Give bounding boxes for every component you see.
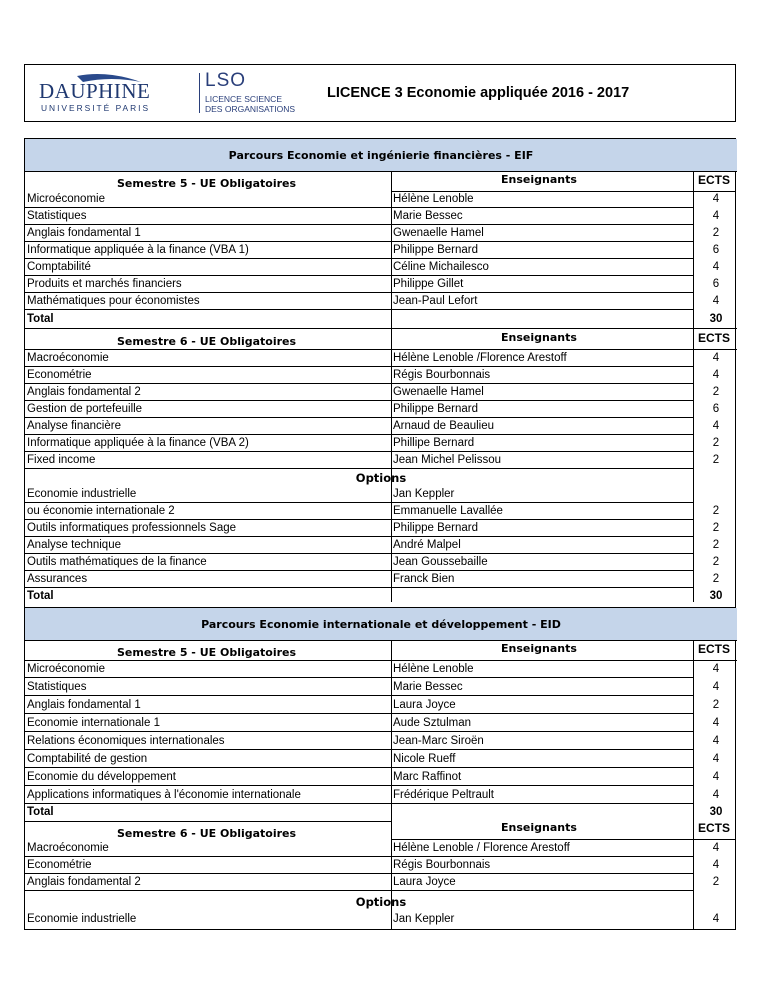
- course-cell: Informatique appliquée à la finance (VBA 2): [25, 435, 391, 452]
- dauphine-sub: UNIVERSITÉ PARIS: [41, 103, 151, 113]
- ects-cell: 2: [712, 454, 720, 466]
- ects-cell: 2: [712, 505, 720, 517]
- course-cell: Microéconomie: [25, 661, 391, 678]
- teacher-cell: Régis Bourbonnais: [391, 367, 693, 384]
- eif-s5-teachers-label: Enseignants: [501, 173, 577, 186]
- course-cell: Economie industrielle: [27, 913, 137, 925]
- teacher-cell: Laura Joyce: [391, 697, 693, 714]
- ects-cell: 4: [712, 771, 720, 783]
- ects-cell: 2: [712, 437, 720, 449]
- course-cell: Economie industrielle: [25, 486, 391, 503]
- eid-s6-teachers-label: Enseignants: [501, 821, 577, 834]
- dauphine-wordmark: DAUPHINE: [39, 79, 151, 103]
- table-row: [25, 874, 737, 891]
- eif-s6-teachers-label: Enseignants: [501, 331, 577, 344]
- teacher-cell: Gwenaelle Hamel: [391, 384, 693, 401]
- lso-line2: DES ORGANISATIONS: [205, 104, 296, 114]
- total-ects: 30: [709, 806, 723, 818]
- teacher-cell: Régis Bourbonnais: [391, 857, 693, 874]
- table-row: [25, 242, 737, 259]
- ects-cell: 4: [712, 295, 720, 307]
- ects-cell: 4: [712, 681, 720, 693]
- course-cell: Econométrie: [25, 857, 391, 874]
- course-cell: Applications informatiques à l'économie internationale: [25, 787, 391, 804]
- table-row: [25, 554, 737, 571]
- table-row: [25, 661, 737, 678]
- table-row: [25, 787, 737, 804]
- table-row: [25, 751, 737, 768]
- ects-cell: 4: [712, 193, 720, 205]
- eif-s5-label: Semestre 5 - UE Obligatoires: [117, 177, 297, 190]
- teacher-cell: Aude Sztulman: [391, 715, 693, 732]
- course-cell: Fixed income: [25, 452, 391, 469]
- eif-section-title: Parcours Economie et ingénierie financières - EIF: [25, 139, 737, 172]
- course-cell: Outils mathématiques de la finance: [25, 554, 391, 571]
- ects-cell: 4: [712, 913, 720, 925]
- ects-cell: 6: [712, 244, 720, 256]
- course-cell: Anglais fondamental 2: [25, 384, 391, 401]
- teacher-cell: André Malpel: [391, 537, 693, 554]
- eid-s5-teachers-label: Enseignants: [501, 642, 577, 655]
- course-cell: Assurances: [25, 571, 391, 588]
- ects-cell: 2: [712, 556, 720, 568]
- table-row: [25, 401, 737, 418]
- eid-s6-ects-label: ECTS: [697, 821, 730, 835]
- table-row: [25, 571, 737, 588]
- ects-cell: 4: [712, 789, 720, 801]
- teacher-cell: Philippe Bernard: [391, 401, 693, 418]
- course-cell: Macroéconomie: [25, 840, 391, 857]
- teacher-cell: Marie Bessec: [391, 679, 693, 696]
- teacher-cell: Laura Joyce: [391, 874, 693, 891]
- lso-wordmark: LSO: [205, 70, 247, 91]
- table-row: [25, 486, 737, 503]
- eid-table: [24, 608, 736, 930]
- ects-cell: 4: [712, 717, 720, 729]
- course-cell: Anglais fondamental 1: [25, 697, 391, 714]
- course-cell: Comptabilité de gestion: [25, 751, 391, 768]
- ects-cell: 4: [712, 842, 720, 854]
- ects-cell: 4: [712, 210, 720, 222]
- course-cell: Statistiques: [25, 208, 391, 225]
- eif-s6-label: Semestre 6 - UE Obligatoires: [117, 335, 297, 348]
- course-cell: Economie internationale 1: [25, 715, 391, 732]
- course-cell: Mathématiques pour économistes: [25, 293, 391, 310]
- table-row: [25, 840, 737, 857]
- table-row: [25, 259, 737, 276]
- lso-line1: LICENCE SCIENCE: [205, 94, 282, 104]
- table-row: [25, 191, 737, 208]
- teacher-cell: Marc Raffinot: [391, 769, 693, 786]
- eid-s5-ects-label: ECTS: [697, 642, 730, 656]
- ects-cell: 4: [712, 261, 720, 273]
- course-cell: ou économie internationale 2: [25, 503, 391, 520]
- ects-cell: 6: [712, 278, 720, 290]
- table-row: [25, 911, 737, 928]
- teacher-cell: Gwenaelle Hamel: [391, 225, 693, 242]
- total-ects: 30: [709, 313, 723, 325]
- course-cell: Macroéconomie: [25, 350, 391, 367]
- table-row: [25, 276, 737, 293]
- lso-logo: [205, 70, 325, 116]
- teacher-cell: Philippe Bernard: [391, 242, 693, 259]
- eif-s5-total-row: [25, 311, 737, 328]
- eid-s5-total-row: [25, 804, 737, 821]
- teacher-cell: Philippe Bernard: [391, 520, 693, 537]
- course-cell: Outils informatiques professionnels Sage: [25, 520, 391, 537]
- course-cell: Informatique appliquée à la finance (VBA 1): [25, 242, 391, 259]
- ects-cell: 2: [712, 876, 720, 888]
- eif-table: [24, 138, 736, 608]
- ects-cell: 2: [712, 539, 720, 551]
- eif-s6-total-row: [25, 588, 737, 605]
- table-row: [25, 503, 737, 520]
- course-cell: Produits et marchés financiers: [25, 276, 391, 293]
- eif-s5-bottom-rule: [25, 328, 737, 329]
- ects-cell: 6: [712, 403, 720, 415]
- eif-options-label: Options: [355, 471, 407, 485]
- teacher-cell: Jean-Paul Lefort: [391, 293, 693, 310]
- ects-cell: 2: [712, 699, 720, 711]
- teacher-cell: Jan Keppler: [391, 486, 693, 503]
- table-row: [25, 697, 737, 714]
- table-row: [25, 537, 737, 554]
- table-row: [25, 367, 737, 384]
- total-label: Total: [27, 313, 54, 325]
- course-cell: Economie du développement: [25, 769, 391, 786]
- teacher-cell: Nicole Rueff: [391, 751, 693, 768]
- ects-cell: 4: [712, 420, 720, 432]
- table-row: [25, 733, 737, 750]
- course-cell: Analyse technique: [25, 537, 391, 554]
- eif-s6-ects-label: ECTS: [697, 331, 730, 345]
- course-cell: Analyse financière: [25, 418, 391, 435]
- course-cell: Comptabilité: [25, 259, 391, 276]
- ects-cell: [695, 486, 737, 503]
- teacher-cell: Jean-Marc Siroën: [391, 733, 693, 750]
- ects-cell: 2: [712, 386, 720, 398]
- total-ects: 30: [709, 590, 723, 602]
- course-cell: Microéconomie: [25, 191, 391, 208]
- ects-cell: 4: [712, 663, 720, 675]
- dauphine-logo: [37, 72, 185, 114]
- table-row: [25, 520, 737, 537]
- table-row: [25, 435, 737, 452]
- table-row: [25, 208, 737, 225]
- eid-options-label: Options: [355, 895, 407, 909]
- table-row: [25, 384, 737, 401]
- ects-cell: 2: [712, 227, 720, 239]
- total-label: Total: [27, 590, 54, 602]
- ects-cell: 4: [712, 369, 720, 381]
- ects-cell: 4: [712, 753, 720, 765]
- ects-cell: 4: [712, 859, 720, 871]
- teacher-cell: Frédérique Peltrault: [391, 787, 693, 804]
- course-cell: Anglais fondamental 2: [25, 874, 391, 891]
- teacher-cell: Emmanuelle Lavallée: [391, 503, 693, 520]
- teacher-cell: Jean Goussebaille: [391, 554, 693, 571]
- total-label: Total: [27, 806, 54, 818]
- eif-s5-ects-label: ECTS: [697, 173, 730, 187]
- eid-section-title: Parcours Economie internationale et développement - EID: [25, 608, 737, 641]
- ects-cell: 4: [712, 735, 720, 747]
- teacher-cell: Hélène Lenoble: [391, 191, 693, 208]
- document-title: LICENCE 3 Economie appliquée 2016 - 2017: [327, 85, 630, 101]
- eid-s5-label: Semestre 5 - UE Obligatoires: [117, 646, 297, 659]
- teacher-cell: Hélène Lenoble /Florence Arestoff: [391, 350, 693, 367]
- table-row: [25, 857, 737, 874]
- table-row: [25, 293, 737, 310]
- ects-cell: 4: [712, 352, 720, 364]
- table-row: [25, 679, 737, 696]
- eid-s6-label: Semestre 6 - UE Obligatoires: [117, 827, 297, 840]
- teacher-cell: Franck Bien: [391, 571, 693, 588]
- teacher-cell: Philippe Gillet: [391, 276, 693, 293]
- course-cell: Relations économiques internationales: [25, 733, 391, 750]
- table-row: [25, 452, 737, 469]
- table-row: [25, 225, 737, 242]
- teacher-cell: Arnaud de Beaulieu: [391, 418, 693, 435]
- teacher-cell: Phillipe Bernard: [391, 435, 693, 452]
- course-cell: Econométrie: [25, 367, 391, 384]
- ects-cell: 2: [712, 522, 720, 534]
- table-row: [25, 769, 737, 786]
- ects-cell: 2: [712, 573, 720, 585]
- logo-separator: [199, 73, 200, 113]
- teacher-cell: Hélène Lenoble: [391, 661, 693, 678]
- table-row: [25, 350, 737, 367]
- teacher-cell: Hélène Lenoble / Florence Arestoff: [391, 840, 693, 857]
- course-cell: Anglais fondamental 1: [25, 225, 391, 242]
- document-header: [24, 64, 736, 122]
- teacher-cell: Marie Bessec: [391, 208, 693, 225]
- course-cell: Gestion de portefeuille: [25, 401, 391, 418]
- table-row: [25, 418, 737, 435]
- teacher-cell: Céline Michailesco: [391, 259, 693, 276]
- course-cell: Statistiques: [25, 679, 391, 696]
- teacher-cell: Jan Keppler: [393, 913, 455, 925]
- table-row: [25, 715, 737, 732]
- teacher-cell: Jean Michel Pelissou: [391, 452, 693, 469]
